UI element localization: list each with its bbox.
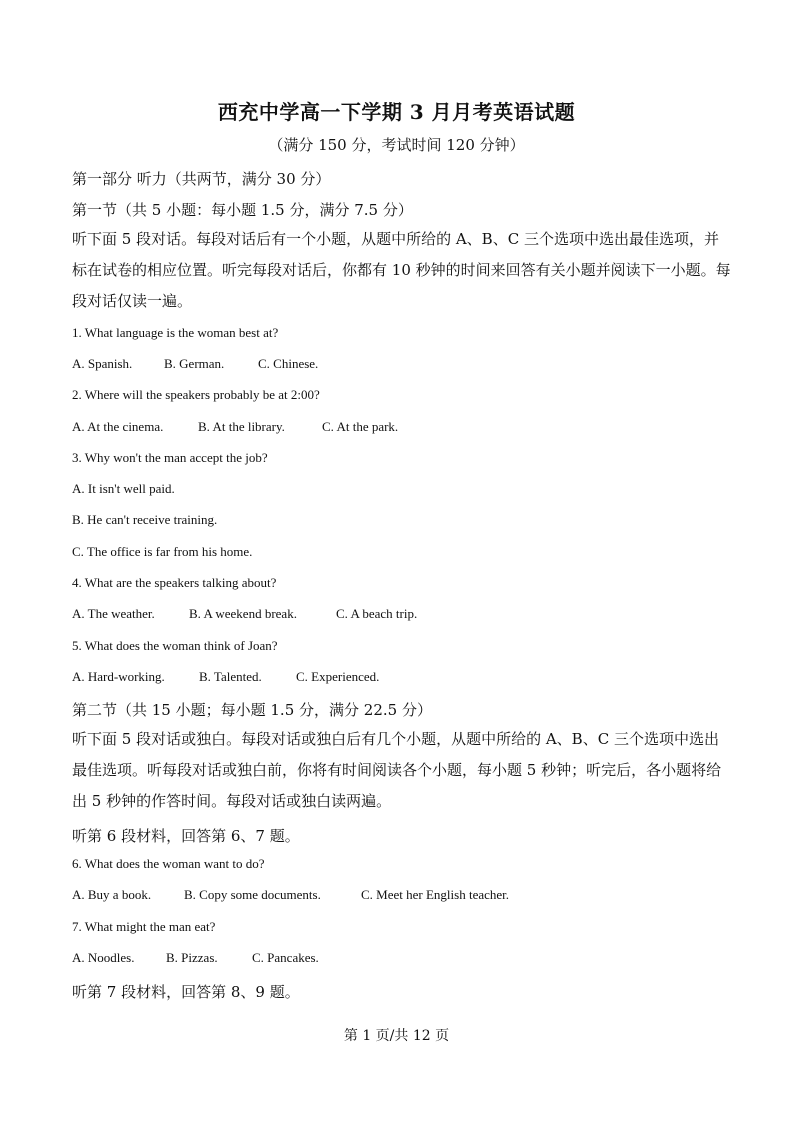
question-5: 5. What does the woman think of Joan? [72, 638, 278, 653]
question-4-options [72, 606, 417, 622]
section1-heading: 第一节（共 5 小题：每小题 1.5 分，满分 7.5 分） [72, 201, 413, 219]
question-5-options [72, 669, 379, 685]
question-7: 7. What might the man eat? [72, 919, 216, 934]
section2-heading: 第二节（共 15 小题；每小题 1.5 分，满分 22.5 分） [72, 701, 432, 719]
option-c: C. At the park. [322, 419, 399, 434]
question-3: 3. Why won't the man accept the job? [72, 450, 268, 465]
option-c: C. Meet her English teacher. [361, 887, 510, 902]
option-c: C. Experienced. [296, 669, 380, 684]
question-1-options [72, 356, 318, 372]
question-3-option-b: B. He can't receive training. [72, 512, 218, 527]
page-footer: 第 1 页/共 12 页 [343, 1028, 450, 1044]
question-3-option-c: C. The office is far from his home. [72, 544, 253, 559]
option-a: A. Buy a book. [72, 887, 152, 902]
page-title: 西充中学高一下学期 3 月月考英语试题 [217, 100, 576, 124]
option-a: A. Noodles. [72, 950, 135, 965]
option-c: C. Pancakes. [252, 950, 319, 965]
section1-instructions: 听下面 5 段对话。每段对话后有一个小题，从题中所给的 A、B、C 三个选项中选出最佳选项，并标在试卷的相应位置。听完每段对话后，你都有 10 秒钟的时间来回答有关小题并阅读下一小题。每段对话仅读一遍。 [72, 230, 731, 310]
question-2: 2. Where will the speakers probably be at 2:00? [72, 387, 320, 402]
option-a: A. The weather. [72, 606, 155, 621]
option-a: A. Hard-working. [72, 669, 165, 684]
material-7-heading: 听第 7 段材料，回答第 8、9 题。 [72, 983, 300, 1001]
question-2-options [72, 419, 398, 435]
option-c: C. A beach trip. [336, 606, 418, 621]
question-3-option-a: A. It isn't well paid. [72, 481, 175, 496]
question-1: 1. What language is the woman best at? [72, 325, 279, 340]
option-a: A. At the cinema. [72, 419, 164, 434]
material-6-heading: 听第 6 段材料，回答第 6、7 题。 [72, 827, 300, 845]
question-6: 6. What does the woman want to do? [72, 856, 265, 871]
option-b: B. At the library. [198, 419, 285, 434]
option-b: B. German. [164, 356, 225, 371]
part1-heading: 第一部分 听力（共两节，满分 30 分） [72, 170, 331, 188]
option-b: B. Copy some documents. [184, 887, 321, 902]
question-6-options [72, 887, 509, 903]
option-c: C. Chinese. [258, 356, 319, 371]
option-a: A. Spanish. [72, 356, 133, 371]
question-4: 4. What are the speakers talking about? [72, 575, 277, 590]
option-b: B. Pizzas. [166, 950, 218, 965]
option-b: B. A weekend break. [189, 606, 297, 621]
section2-instructions: 听下面 5 段对话或独白。每段对话或独白后有几个小题，从题中所给的 A、B、C 三个选项中选出最佳选项。听每段对话或独白前，你将有时间阅读各个小题，每小题 5 秒钟；听完后，各小题将给出 5 秒钟的作答时间。每段对话或独白读两遍。 [72, 730, 722, 810]
question-7-options [72, 950, 319, 966]
option-b: B. Talented. [199, 669, 262, 684]
page-subtitle: （满分 150 分，考试时间 120 分钟） [268, 136, 525, 154]
